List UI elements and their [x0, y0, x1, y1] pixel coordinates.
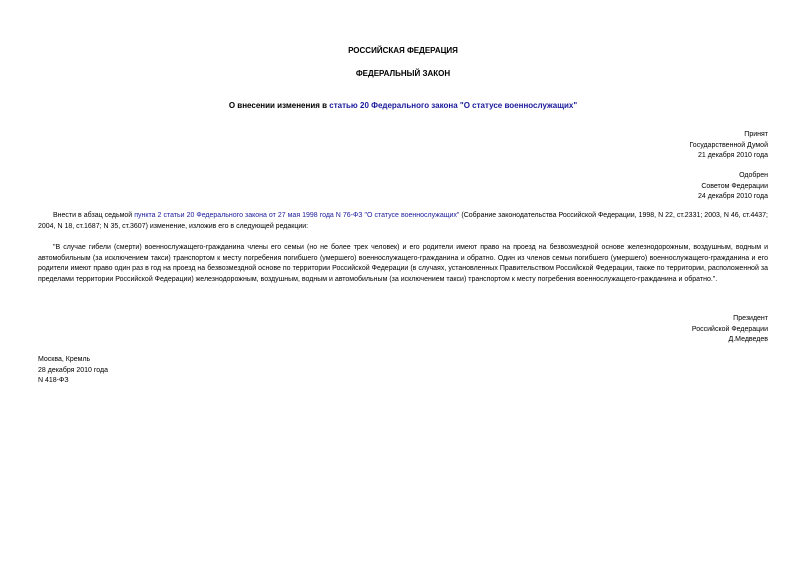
title-prefix: О внесении изменения в — [228, 101, 330, 110]
signature-name: Д.Медведев — [728, 336, 768, 343]
country-heading: РОССИЙСКАЯ ФЕДЕРАЦИЯ — [348, 46, 458, 55]
signature-block — [692, 314, 768, 346]
approved-block — [698, 171, 768, 203]
law-type-heading: ФЕДЕРАЛЬНЫЙ ЗАКОН — [355, 69, 451, 78]
adopted-label: Принят — [744, 131, 768, 138]
amendment-text-end: (Собрание законодательства Российской Федерации, 1998, N 22, ст.2331; 2003, N 46, ст.4437; 2004, N 18, ст.1687; N 35, ст.3607) изменение, изложив его в следующей редакции: — [38, 212, 769, 230]
place-date: 28 декабря 2010 года — [38, 366, 109, 374]
place-date-block — [38, 355, 108, 387]
place-location: Москва, Кремль — [38, 356, 91, 363]
signature-country: Российской Федерации — [691, 325, 768, 333]
document-title — [38, 101, 768, 112]
title-article-link[interactable]: статью 20 Федерального закона "О статусе военнослужащих" — [329, 101, 578, 110]
amendment-text-start: Внести в абзац седьмой — [53, 212, 135, 219]
law-number: N 418-ФЗ — [38, 377, 69, 384]
adopted-body: Государственной Думой — [689, 141, 768, 149]
approved-body: Советом Федерации — [701, 182, 768, 190]
law-clause-link[interactable]: пункта 2 статьи 20 Федерального закона от 27 мая 1998 года N 76-ФЗ "О статусе военнослужащих" — [134, 212, 460, 219]
signature-title: Президент — [733, 315, 768, 322]
amendment-paragraph — [38, 211, 768, 232]
new-wording-paragraph: "В случае гибели (смерти) военнослужащего-гражданина члены его семьи (но не более трех человек) и его родители имеют право на проезд на безвозмездной основе железнодорожным, воздушным, водным и автомобильным (за исключением такси) транспортом к месту погребения погибшего (умершего) военнослужащего-гражданина и обратно. Один из членов семьи погибшего (умершего) военнослужащего-гражданина и его родители имеют право один раз в год на проезд на безвозмездной основе по территории Российской Федерации (в случаях, установленных Правительством Российской Федерации, также по территории, расположенной за пределами территории Российской Федерации) железнодорожным, воздушным, водным и автомобильным (за исключением такси) транспортом к месту погребения военнослужащего-гражданина и обратно.". — [38, 244, 768, 283]
approved-label: Одобрен — [739, 172, 768, 179]
document-page — [38, 0, 768, 571]
adopted-date: 21 декабря 2010 года — [697, 152, 768, 159]
adopted-block — [689, 130, 768, 162]
approved-date: 24 декабря 2010 года — [697, 193, 768, 200]
